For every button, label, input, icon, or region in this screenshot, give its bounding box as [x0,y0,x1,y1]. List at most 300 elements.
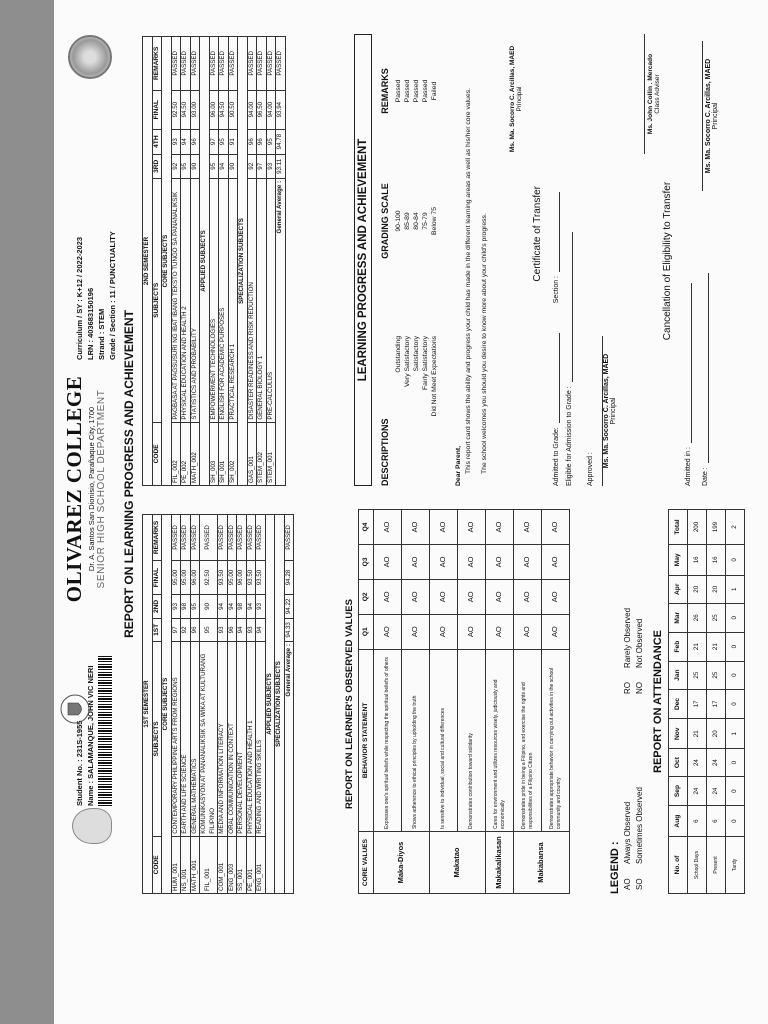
observed-values-table [358,509,570,894]
quarter-mark: AO [486,579,514,614]
grading-remark: Passed [395,79,402,103]
attendance-count: 1 [726,575,745,603]
grade-cell: 93 [171,129,181,154]
column-header: 4TH [152,129,162,154]
legend-code: RO [623,682,632,694]
legend-code: NO [635,682,644,694]
subject-row [209,37,219,486]
admitted-in-label: Admitted in : [685,447,692,486]
department-name: SENIOR HIGH SCHOOL DEPARTMENT [96,389,107,589]
date-line [702,273,709,463]
subject-cell: PHYSICAL EDUCATION AND HEALTH 1 [246,642,256,837]
remarks-cell: PASSED [181,515,191,561]
behavior-statement: Is sensitive to individual, social and cultural differences [430,649,458,831]
section-label: APPLIED SUBJECTS [265,515,275,894]
grade-cell: 94 [218,595,228,618]
grade-cell: 96 [227,618,237,641]
values-column-header: Q3 [359,544,374,579]
date-label: Date : [702,467,709,486]
quarter-mark: AO [514,614,542,649]
grade-cell: 92 [247,154,257,178]
subject-cell: MEDIA AND INFORMATION LITERACY [218,642,228,837]
grade-cell: 94 [237,618,247,641]
grade-cell: 96 [257,129,267,154]
grade-section: Grade / Section : 11 / PUNCTUALITY [108,231,117,360]
quarter-mark: AO [374,544,402,579]
cancellation-of-eligibility [662,36,719,486]
code-cell: HUM_001 [171,836,181,893]
approver-name: Ms. Ma. Socorro C. Arcillas, MAED [602,336,610,486]
code-cell: PE_001 [246,836,256,893]
admitted-grade-line [553,333,560,423]
subject-row [171,37,181,486]
attendance-row-label: School Days [688,837,707,894]
school-header [62,364,107,614]
subject-cell: CONTEMPORARY PHILIPPINE ARTS FROM REGIONS [171,642,181,837]
attendance-count: 17 [688,689,707,718]
code-cell: ENG_003 [227,836,237,893]
letter-line1: This report card shows the ability and progress your child has made in the different learning areas as well as his/her core values. [465,88,472,474]
quarter-mark: AO [542,579,570,614]
subject-cell: GENERAL MATHEMATICS [190,642,200,837]
behavior-statement: Expresses one's spiritual beliefs while respecting the spiritual beliefs of others [374,649,402,831]
column-header: 1ST [152,618,162,641]
grade-cell: 96 [190,129,200,154]
final-cell: 96.00 [237,560,247,594]
behavior-statement: Demonstrates appropriate behavior in carrying out activities in the school community and country [542,649,570,831]
letter-line2: The school welcomes you should you desire to know more about your child's progress. [481,213,488,474]
final-cell: 95.00 [171,560,181,594]
behavior-statement: Cares for environment and utilizes resources wisely, judiciously and economically [486,649,514,831]
legend-code: SO [635,878,644,890]
attendance-count: 0 [726,632,745,661]
attendance-row [707,510,726,894]
attendance-count: 17 [707,689,726,718]
section-row [238,37,248,486]
code-cell: STEM_001 [266,422,276,485]
average-label: General Average : [276,178,286,485]
grade-cell: 91 [228,129,238,154]
subject-row [219,37,229,486]
attendance-column-header: Sep [669,776,688,805]
grade-cell: 94 [256,618,266,641]
code-cell: GAS_001 [247,422,257,485]
attendance-column-header: Mar [669,603,688,632]
attendance-column-header: No. of [669,837,688,894]
attendance-count: 20 [707,575,726,603]
grading-range: Below 75 [431,207,438,235]
remarks-cell: PASSED [190,515,200,561]
quarter-mark: AO [514,579,542,614]
final-cell: 94.50 [181,90,191,129]
legend-code: AO [623,878,632,890]
column-header: SUBJECTS [152,178,162,422]
quarter-mark: AO [542,510,570,545]
remarks-cell: PASSED [171,37,181,91]
section-label: CORE SUBJECTS [162,37,172,486]
attendance-count: 0 [726,545,745,576]
header-row [152,37,162,486]
attendance-column-header: Jan [669,661,688,689]
student-no: Student No. : 231S-1955 [75,720,84,806]
column-header: CODE [152,836,162,893]
eligible-label: Eligible for Admission to Grade : [566,386,573,486]
semester-label-row [143,37,153,486]
attendance-count: 6 [707,806,726,837]
section-label: APPLIED SUBJECTS [200,37,210,486]
column-header: REMARKS [152,37,162,91]
principal-signature [509,34,523,164]
attendance-count: 24 [707,749,726,777]
subject-row [247,37,257,486]
final-cell: 96.00 [209,90,219,129]
semester-label: 1ST SEMESTER [143,515,153,894]
values-column-header: Q1 [359,614,374,649]
subject-cell: PAGBASA AT PAGSUSURI NG IBAT IBANG TEKSTO TUNGO SA PANANALIKSIK [171,178,181,422]
values-column-header: BEHAVIOR STATEMENT [359,649,374,831]
section-line [553,192,560,272]
legend-item [635,619,644,694]
grading-remark: Failed [431,81,438,101]
behavior-row [430,510,458,894]
subject-cell: PERSONAL DEVELOPMENT [237,642,247,837]
grade-cell: 95 [181,154,191,178]
section-label: SPECIALIZATION SUBJECTS [275,515,285,894]
legend-desc: Rarely Observed [623,607,632,668]
average-value: 94.22 [284,595,294,618]
final-cell: 96.50 [257,90,267,129]
final-cell: 94.50 [219,90,229,129]
subject-row [171,515,181,894]
grading-row [421,36,430,486]
section-row [162,515,172,894]
attendance-row-label: Tardy [726,837,745,894]
quarter-mark: AO [402,510,430,545]
values-column-header: CORE VALUES [359,832,374,894]
quarter-mark: AO [542,544,570,579]
attendance-count: 21 [688,632,707,661]
grading-description: Outstanding [395,336,402,373]
code-cell: SH_003 [209,422,219,485]
behavior-statement: Demonstrates contribution toward solidarity [458,649,486,831]
column-header: CODE [152,422,162,485]
column-header: FINAL [152,560,162,594]
grade-cell: 95 [266,129,276,154]
grade-cell: 98 [237,595,247,618]
grading-remark: Passed [422,79,429,103]
subject-cell: ENGLISH FOR ACADEMIC PURPOSES [219,178,229,422]
attendance-count: 25 [707,603,726,632]
grade-cell: 94 [181,129,191,154]
grade-cell: 96 [247,129,257,154]
attendance-count: 1 [726,719,745,749]
school-name: OLIVAREZ COLLEGE [62,375,86,603]
remarks-cell: PASSED [190,37,200,91]
barcode [98,656,112,806]
attendance-table [668,509,745,894]
attendance-column-header: Feb [669,632,688,661]
subject-row [190,515,200,894]
subject-row [227,515,237,894]
final-cell: 93.50 [218,560,228,594]
remarks-cell: PASSED [257,37,267,91]
attendance-count: 25 [707,661,726,689]
legend-title: LEGEND : [609,841,621,894]
subject-cell: EARTH AND LIFE SCIENCE [181,642,191,837]
legend-item [635,787,644,890]
grade-cell: 93 [256,595,266,618]
quarter-mark: AO [374,614,402,649]
attendance-row [726,510,745,894]
attendance-count: 199 [707,510,726,545]
cancel-principal-name: Ms. Ma. Socorro C. Arcillas, MAED [702,41,712,191]
attendance-header-row [669,510,688,894]
curriculum: Curriculum / SY : K+12 / 2022-2023 [75,236,84,360]
report-card-rotated-content [54,0,768,1024]
subject-cell: PRACTICAL RESEARCH 1 [228,178,238,422]
column-header: FINAL [152,90,162,129]
quarter-mark: AO [430,510,458,545]
section-row [275,515,285,894]
grading-title: LEARNING PROGRESS AND ACHIEVEMENT [354,34,372,486]
section-label: CORE SUBJECTS [162,515,172,894]
grading-column-header: DESCRIPTIONS [380,418,390,486]
subject-cell: EMPOWERMENT TECHNOLOGIES [209,178,219,422]
grade-cell: 96 [190,618,200,641]
attendance-count: 21 [688,719,707,749]
cancellation-title: Cancellation of Eligibility to Transfer [662,181,673,341]
adviser-title: Class Adviser [654,74,661,114]
legend-item [623,608,632,694]
grading-description: Satisfactory [413,336,420,372]
grade-cell: 94 [227,595,237,618]
code-cell: COM_001 [218,836,228,893]
attendance-count: 200 [688,510,707,545]
legend-item [623,802,632,890]
attendance-column-header: Apr [669,575,688,603]
grading-description: Fairly Satisfactory [422,336,429,391]
admitted-in-line [685,283,692,443]
subject-row [237,515,247,894]
attendance-count: 0 [726,603,745,632]
final-cell: 95.00 [181,560,191,594]
attendance-count: 0 [726,661,745,689]
attendance-column-header: Nov [669,719,688,749]
report-title: REPORT ON LEARNING PROGRESS AND ACHIEVEMENT [122,310,136,638]
adviser-signature [644,34,661,154]
admitted-grade-label: Admitted to Grade: [553,427,560,486]
adviser-name: Ms. John Collin . Mercado [644,34,654,154]
strand: Strand : STEM [97,308,106,360]
average-value: 94.28 [284,560,294,594]
quarter-mark: AO [430,614,458,649]
attendance-count: 0 [726,689,745,718]
grade-cell: 97 [171,618,181,641]
final-cell: 93.50 [246,560,256,594]
grading-description: Very Satisfactory [404,336,411,387]
grade-cell: 90 [190,154,200,178]
subject-row [228,37,238,486]
grading-description: Did Not Meet Expectations [431,336,438,417]
grading-row [394,36,403,486]
quarter-mark: AO [458,544,486,579]
grading-range: 85-89 [404,212,411,230]
attendance-count: 25 [688,661,707,689]
student-info [74,666,96,806]
attendance-count: 20 [688,575,707,603]
quarter-mark: AO [402,544,430,579]
quarter-mark: AO [542,614,570,649]
grade-cell: 97 [257,154,267,178]
column-header: REMARKS [152,515,162,561]
subject-row [256,515,266,894]
attendance-column-header: Dec [669,689,688,718]
remarks-cell: PASSED [266,37,276,91]
remarks-cell: PASSED [256,515,266,561]
final-cell: 92.50 [171,90,181,129]
remarks-cell: PASSED [181,37,191,91]
grade-cell: 98 [181,595,191,618]
eligible-line [566,232,573,382]
final-cell: 94.00 [266,90,276,129]
remarks-cell: PASSED [237,515,247,561]
grading-range: 90-100 [395,210,402,232]
attendance-count: 20 [707,719,726,749]
grading-column-header: GRADING SCALE [380,183,390,259]
code-cell: FIL_001 [200,836,218,893]
final-cell: 95.00 [227,560,237,594]
behavior-statement: Demonstrates pride in being a Filipino, and exercise the rights and responsibilities of a Filipino Citizen [514,649,542,831]
grading-column-header: REMARKS [380,68,390,114]
final-cell: 94.00 [247,90,257,129]
average-value: 94.33 [284,618,294,641]
general-average-row [284,515,294,894]
semester-label: 2ND SEMESTER [143,37,153,486]
grade-cell: 95 [209,154,219,178]
quarter-mark: AO [514,544,542,579]
behavior-statement: Shows adherence to ethical principles by upholding the truth [402,649,430,831]
attendance-count: 0 [726,806,745,837]
school-seal [68,35,112,79]
grading-range: 80-84 [413,212,420,230]
attendance-title: REPORT ON ATTENDANCE [652,630,664,773]
code-cell: SH_001 [219,422,229,485]
quarter-mark: AO [458,510,486,545]
code-cell: FIL_002 [171,422,181,485]
subject-row [181,37,191,486]
grade-cell: 90 [200,595,218,618]
final-cell: 93.00 [190,90,200,129]
code-cell: STEM_002 [257,422,267,485]
grade-cell: 92 [181,618,191,641]
code-cell: NS_001 [181,836,191,893]
certificate-of-transfer [532,166,617,486]
grading-range: 75-79 [422,212,429,230]
remarks-cell: PASSED [246,515,256,561]
school-crest-icon [60,694,90,724]
school-address: Dr. A. Santos San Dionisio, Parañaque City, 1700 [87,406,96,572]
final-cell: 93.50 [256,560,266,594]
grade-cell: 95 [219,129,229,154]
grade-cell: 93 [171,595,181,618]
legend-desc: Always Observed [623,801,632,864]
values-column-header: Q2 [359,579,374,614]
grade-cell: 94 [219,154,229,178]
section-row [200,37,210,486]
subject-cell: READING AND WRITING SKILLS [256,642,266,837]
grade-cell: 94 [246,595,256,618]
attendance-count: 16 [688,545,707,576]
attendance-count: 6 [688,806,707,837]
quarter-mark: AO [458,579,486,614]
code-cell: SH_002 [228,422,238,485]
semester-label-row [143,515,153,894]
grading-remark: Passed [413,79,420,103]
core-value-name: Makatao [430,832,486,894]
grade-cell: 97 [209,129,219,154]
subject-row [218,515,228,894]
attendance-row-label: Present [707,837,726,894]
section-row [162,37,172,486]
remarks-cell: PASSED [228,37,238,91]
subject-cell: ORAL COMMUNICATION IN CONTEXT [227,642,237,837]
remarks-cell: PASSED [218,515,228,561]
transfer-title: Certificate of Transfer [532,186,543,282]
quarter-mark: AO [486,544,514,579]
general-average-row [276,37,286,486]
remarks-cell: PASSED [200,515,218,561]
grading-scale [380,36,439,486]
subject-row [181,515,191,894]
final-cell: 90.50 [228,90,238,129]
grade-cell: 95 [190,595,200,618]
values-column-header: Q4 [359,510,374,545]
code-cell: PE_002 [181,422,191,485]
principal-title: Principal [516,86,523,112]
attendance-count: 2 [726,510,745,545]
subject-cell: STATISTICS AND PROBABILITY [190,178,200,422]
average-label: General Average : [284,642,294,894]
remarks-cell: PASSED [227,515,237,561]
student-details [74,231,118,360]
core-value-name: Maka-Diyos [374,832,430,894]
quarter-mark: AO [430,579,458,614]
grade-cell: 95 [200,618,218,641]
student-name: Name : SALAMANQUE, JOHN VIC NERI [86,665,95,806]
subject-cell: DISASTER READINESS AND RISK REDUCTION [247,178,257,422]
quarter-mark: AO [402,579,430,614]
code-cell: MATH_002 [190,422,200,485]
average-value: PASSED [276,37,286,91]
subject-row [246,515,256,894]
quarter-mark: AO [402,614,430,649]
approved-label: Approved : [587,452,594,486]
legend-desc: Sometimes Observed [635,787,644,864]
quarter-mark: AO [430,544,458,579]
average-value: PASSED [284,515,294,561]
subject-cell: KOMUNIKASYON AT PANANALIKSIK SA WIKA AT KULTURANG FILIPINO [200,642,218,837]
attendance-count: 26 [688,603,707,632]
core-value-name: Makabansa [514,832,570,894]
behavior-row [374,510,402,894]
grade-cell: 93 [246,618,256,641]
remarks-cell: PASSED [219,37,229,91]
attendance-count: 24 [688,749,707,777]
attendance-count: 0 [726,776,745,805]
section-label: Section : [553,275,560,304]
legend-desc: Not Observed [635,618,644,668]
quarter-mark: AO [486,510,514,545]
